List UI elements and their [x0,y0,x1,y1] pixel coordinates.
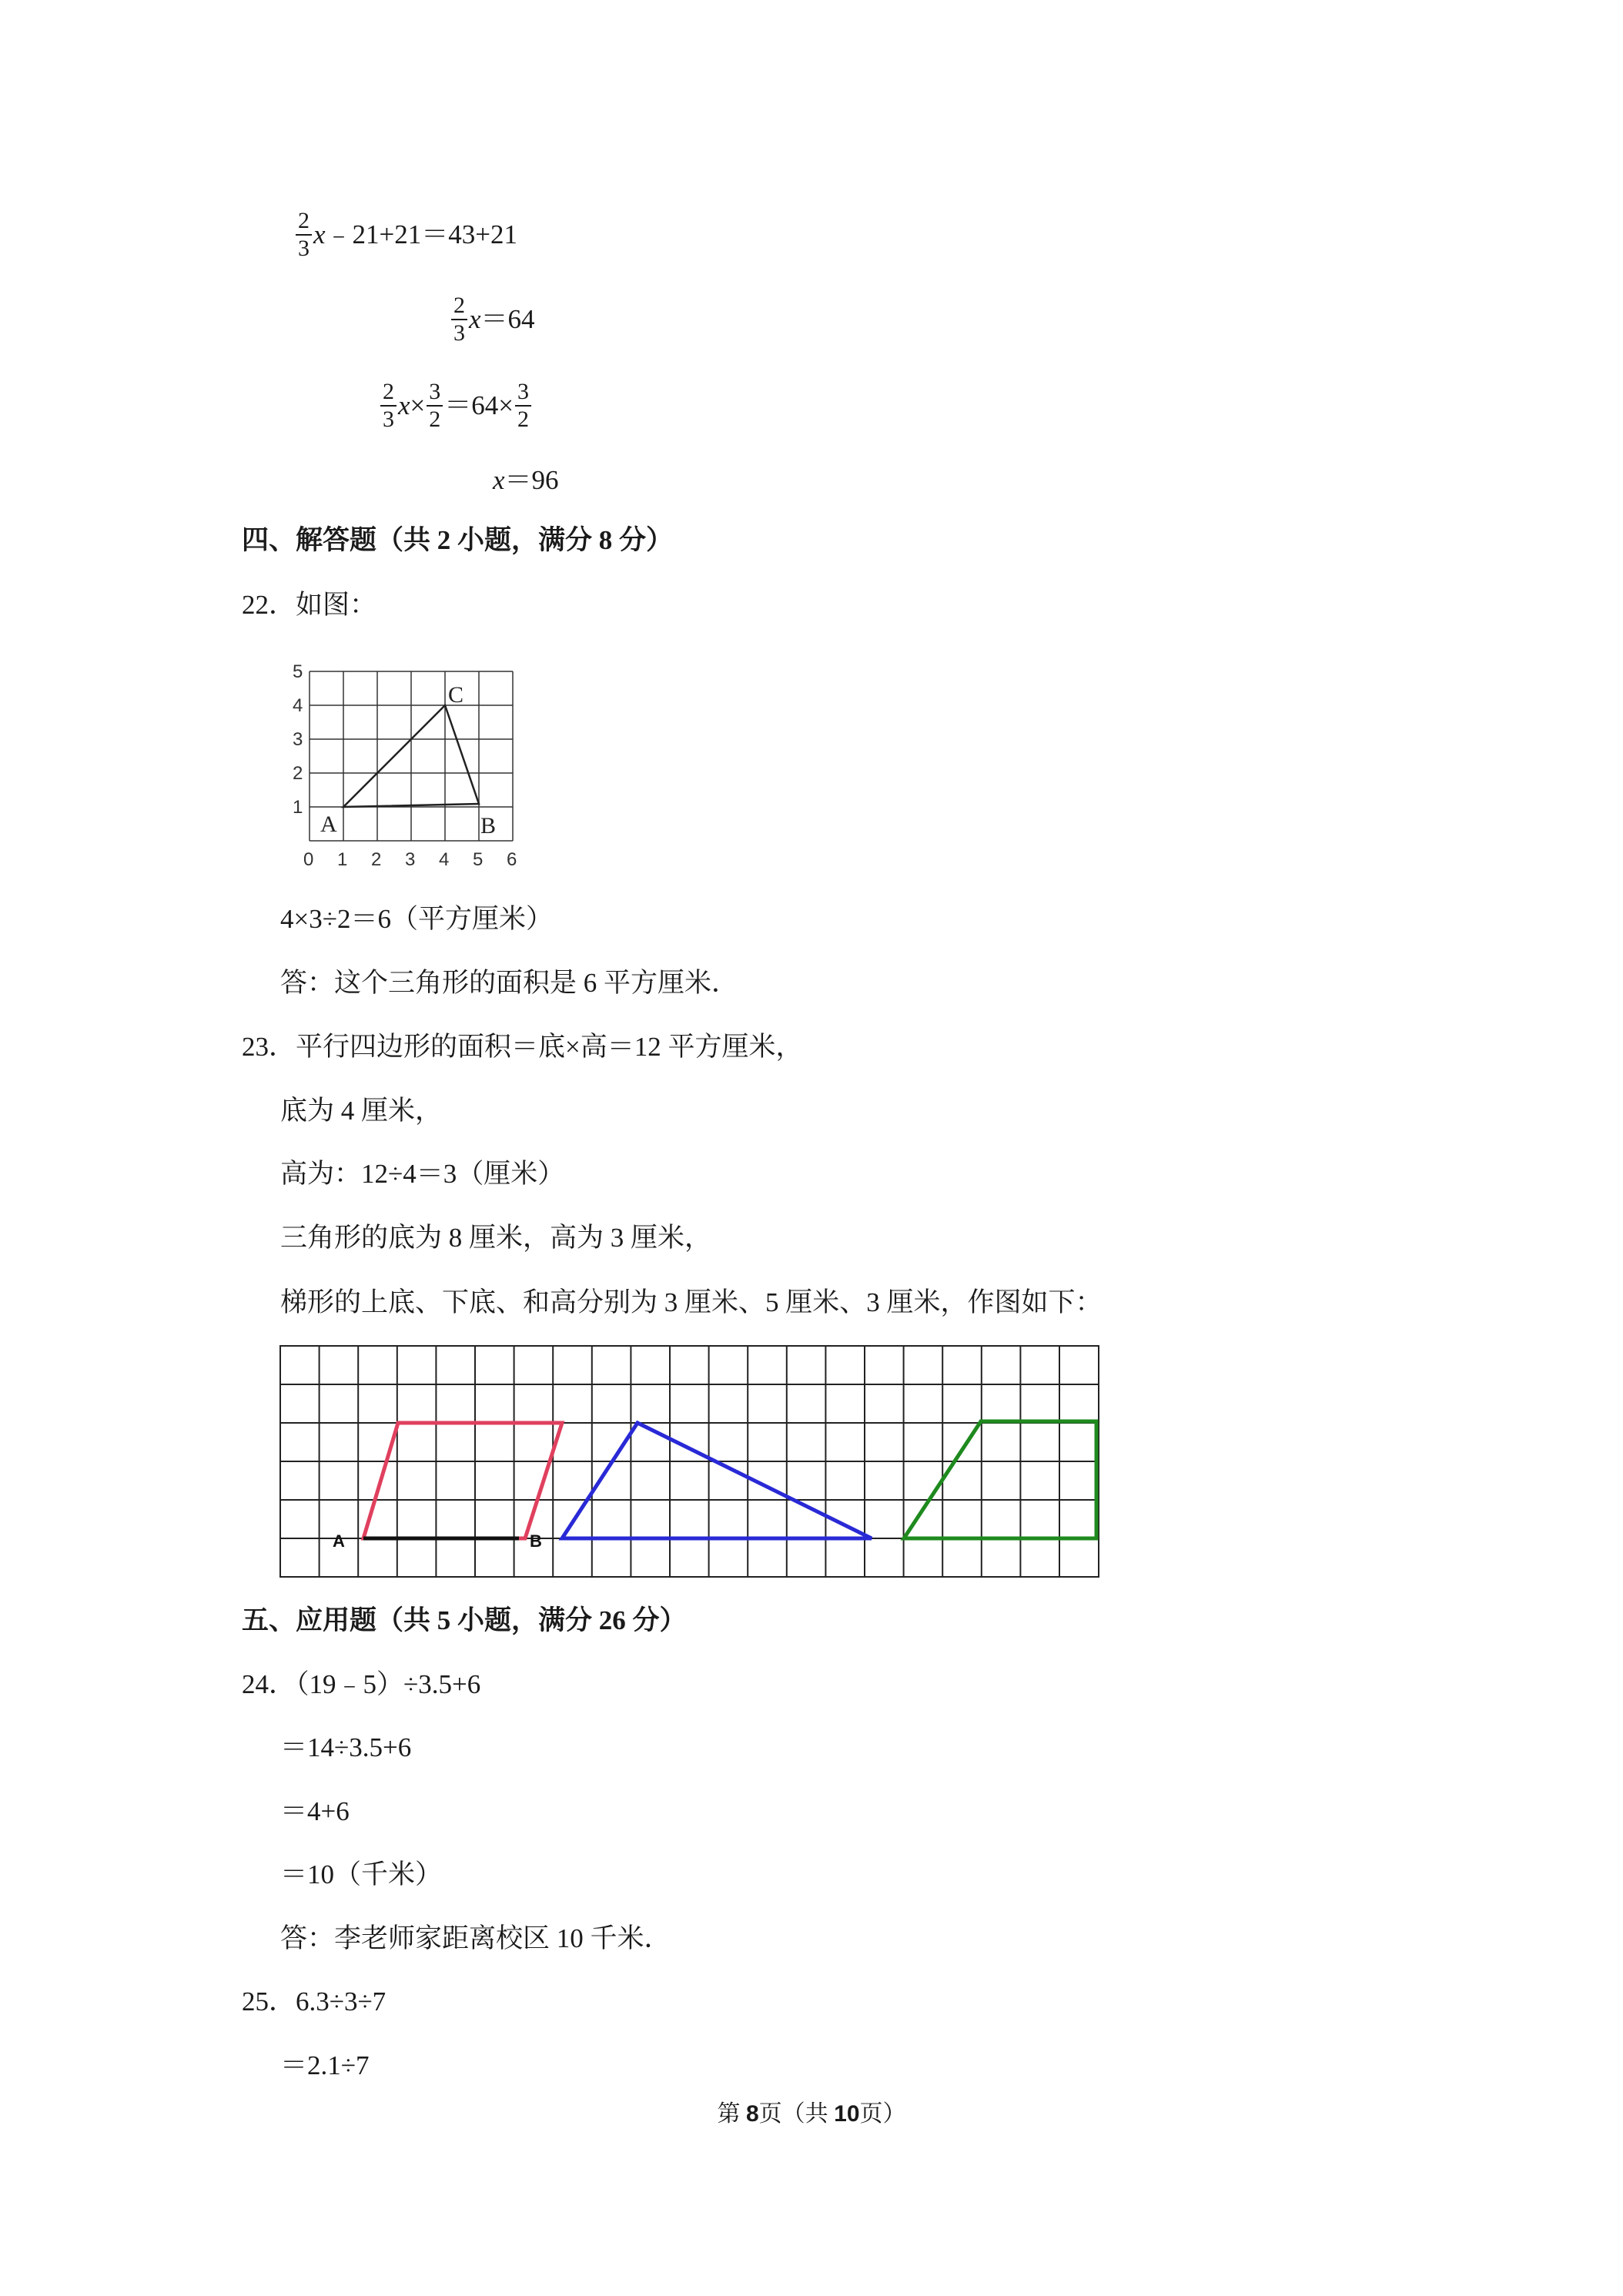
vertex-label-a: A [333,1531,345,1551]
x-tick-1: 1 [337,849,348,870]
fraction: $\frac{2}{3}$ [380,379,397,433]
variable: x [398,390,410,420]
x-tick-6: 6 [507,849,517,870]
q25-line-2: ＝2.1÷7 [280,2050,370,2080]
parallelogram-shape [363,1423,562,1538]
y-tick-2: 2 [293,763,303,784]
y-tick-4: 4 [293,695,303,716]
equation-row-4 [493,464,559,497]
q23-line-4: 三角形的底为 8 厘米，高为 3 厘米， [280,1223,712,1253]
x-axis-ticks [303,849,517,870]
q23-line-1: 23．平行四边形的面积＝底×高＝12 平方厘米， [242,1032,803,1062]
q23-line-2: 底为 4 厘米， [280,1096,443,1126]
y-tick-3: 3 [293,729,303,750]
x-tick-2: 2 [371,849,382,870]
point-label-c: C [448,682,464,708]
fraction: $\frac{3}{2}$ [515,379,531,433]
total-page-count: 10 [834,2101,860,2127]
x-tick-4: 4 [439,849,450,870]
q24-answer: 答：李老师家距离校区 10 千米． [280,1923,671,1953]
q24-line-1: 24．（19﹣5）÷3.5+6 [242,1669,481,1699]
y-tick-1: 1 [293,797,303,818]
fraction: $\frac{2}{3}$ [451,293,467,346]
grid-lines [280,1346,1099,1577]
times-sign: × [410,390,426,420]
fraction: $\frac{3}{2}$ [427,379,443,433]
question-22-stem: 22．如图： [242,590,377,620]
variable: x [469,304,481,334]
current-page-number: 8 [745,2101,759,2127]
q25-line-1: 25．6.3÷3÷7 [242,1986,387,2017]
x-tick-3: 3 [405,849,416,870]
section-heading-4: 四、解答题（共 2 小题，满分 8 分） [242,525,674,555]
point-label-a: A [320,812,337,837]
trapezoid-shape [904,1421,1096,1538]
vertex-label-b: B [530,1531,542,1551]
q22-answer: 答：这个三角形的面积是 6 平方厘米． [280,968,739,998]
equation-text: ＝96 [504,465,559,495]
q23-line-3: 高为：12÷4＝3（厘米） [280,1159,565,1189]
equation-row-1 [294,208,517,262]
section-heading-5: 五、应用题（共 5 小题，满分 26 分） [242,1605,687,1635]
equation-text: ＝64 [480,304,535,334]
variable: x [493,465,505,495]
page-footer: 第 8页（共 10页） [717,2101,906,2127]
q23-shapes-grid-figure [279,1344,1112,1581]
point-label-b: B [480,813,497,838]
q22-calculation: 4×3÷2＝6（平方厘米） [280,904,553,934]
q24-line-4: ＝10（千米） [280,1859,443,1889]
equation-row-3 [379,379,533,433]
equation-row-2 [450,293,535,346]
q24-line-2: ＝14÷3.5+6 [280,1732,412,1762]
variable: x [313,219,326,249]
q24-line-3: ＝4+6 [280,1796,350,1826]
equation-text: ﹣21+21＝43+21 [325,219,518,249]
equation-text: ＝64× [444,390,514,420]
q23-line-5: 梯形的上底、下底、和高分别为 3 厘米、5 厘米、3 厘米，作图如下： [280,1287,1103,1317]
x-tick-5: 5 [473,849,484,870]
y-axis-ticks [293,661,303,818]
x-tick-0: 0 [303,849,314,870]
fraction: $\frac{2}{3}$ [296,208,312,262]
q22-triangle-grid-figure [286,656,525,872]
y-tick-5: 5 [293,661,303,682]
